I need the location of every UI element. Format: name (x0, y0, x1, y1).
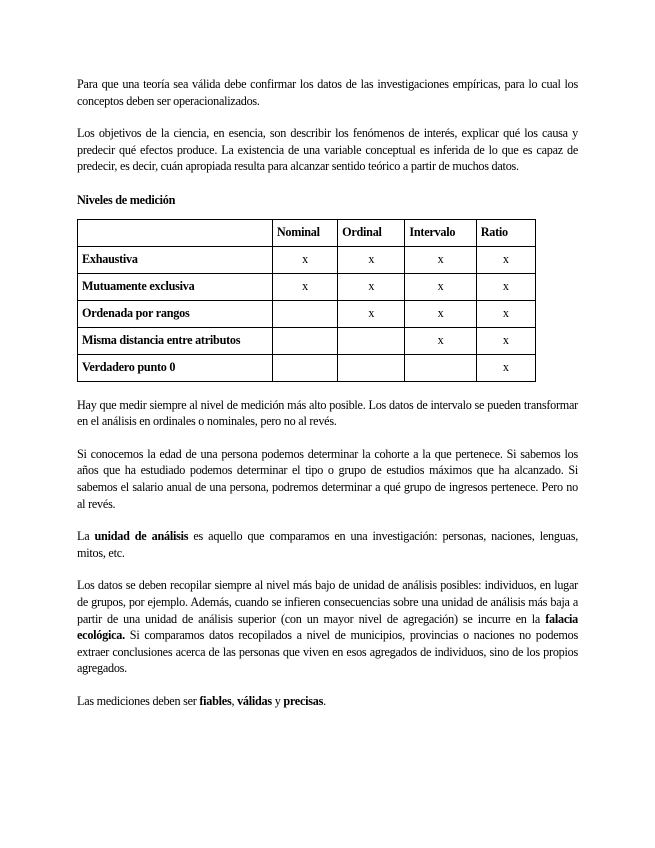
measurement-levels-table (77, 219, 536, 382)
table-cell: x (405, 327, 476, 354)
table-cell: x (338, 246, 405, 273)
table-row (78, 354, 536, 381)
term-validas: válidas (237, 693, 272, 708)
text-run: Las mediciones deben ser (77, 693, 200, 708)
paragraph-unit-of-analysis (77, 528, 578, 561)
text-run: . (323, 693, 326, 708)
table-cell: x (405, 246, 476, 273)
term-fiables: fiables (199, 693, 232, 708)
paragraph-science-objectives: Los objetivos de la ciencia, en esencia, son describir los fenómenos de interés, explicar qué los causa y predecir qué efectos produce. La existencia de una variable conceptual es inferida de lo que es capaz de predecir, es decir, cuán apropiada resulta para alcanzar sentido teórico a partir de muchos datos. (77, 126, 578, 174)
table-cell: x (338, 300, 405, 327)
term-precisas: precisas (283, 693, 324, 708)
table-cell (405, 354, 476, 381)
text-run: , (231, 693, 238, 708)
row-label: Verdadero punto 0 (78, 354, 273, 381)
table-header-row (78, 219, 536, 246)
table-cell: x (476, 327, 535, 354)
table-cell (272, 300, 337, 327)
table-cell: x (476, 273, 535, 300)
table-cell (338, 354, 405, 381)
table-corner-cell (78, 219, 273, 246)
table-row (78, 246, 536, 273)
table-cell: x (405, 300, 476, 327)
table-cell (272, 354, 337, 381)
text-run: Si comparamos datos recopilados a nivel de municipios, provincias o naciones no podemos extraer conclusiones acerca de las personas que viven en esos agregados de individuos, sino de los propios agregados. (77, 628, 578, 676)
term-falacia-ecologica: falacia ecológica. (77, 611, 578, 643)
paragraph-age-example: Si conocemos la edad de una persona podemos determinar la cohorte a la que pertenece. Si sabemos los años que ha estudiado podemos determinar el tipo o grupo de estudios máximos que ha alcanzado. Si sabemos el salario anual de una persona, podremos determinar a qué grupo de ingresos pertenece. Pero no al revés. (77, 446, 578, 511)
term-unidad-de-analisis: unidad de análisis (94, 529, 189, 544)
table-cell (338, 327, 405, 354)
document-page (77, 76, 578, 709)
table-cell: x (476, 246, 535, 273)
table-row (78, 327, 536, 354)
table-row (78, 300, 536, 327)
table-cell: x (272, 246, 337, 273)
text-run: La (77, 529, 95, 544)
text-run: y (271, 693, 284, 708)
table-row (78, 273, 536, 300)
table-cell: x (476, 354, 535, 381)
table-cell: x (476, 300, 535, 327)
text-run: Los datos se deben recopilar siempre al nivel más bajo de unidad de análisis posibles: individuos, en lugar de grupos, por ejemplo. Además, cuando se infieren consecuencias sobre una unidad de análisis más baja a partir de una unidad de análisis superior (con un mayor nivel de agregación) se incurre en la (77, 578, 578, 626)
header-nominal: Nominal (272, 219, 337, 246)
text-run: es aquello que comparamos en una investigación: personas, naciones, lenguas, mitos, etc. (77, 529, 579, 560)
table-cell (272, 327, 337, 354)
paragraph-validity: Para que una teoría sea válida debe confirmar los datos de las investigaciones empíricas, para lo cual los conceptos deben ser operacionalizados. (77, 77, 578, 108)
header-ordinal: Ordinal (338, 219, 405, 246)
row-label: Misma distancia entre atributos (78, 327, 273, 354)
table-cell: x (338, 273, 405, 300)
table-cell: x (272, 273, 337, 300)
paragraph-measurements (77, 693, 578, 710)
header-ratio: Ratio (476, 219, 535, 246)
table-cell: x (405, 273, 476, 300)
row-label: Mutuamente exclusiva (78, 273, 273, 300)
paragraph-highest-level: Hay que medir siempre al nivel de medición más alto posible. Los datos de intervalo se pueden transformar en el análisis en ordinales o nominales, pero no al revés. (77, 397, 578, 429)
row-label: Exhaustiva (78, 246, 273, 273)
row-label: Ordenada por rangos (78, 300, 273, 327)
header-intervalo: Intervalo (405, 219, 476, 246)
paragraph-ecological-fallacy (77, 577, 578, 677)
section-title: Niveles de medición (77, 192, 176, 207)
